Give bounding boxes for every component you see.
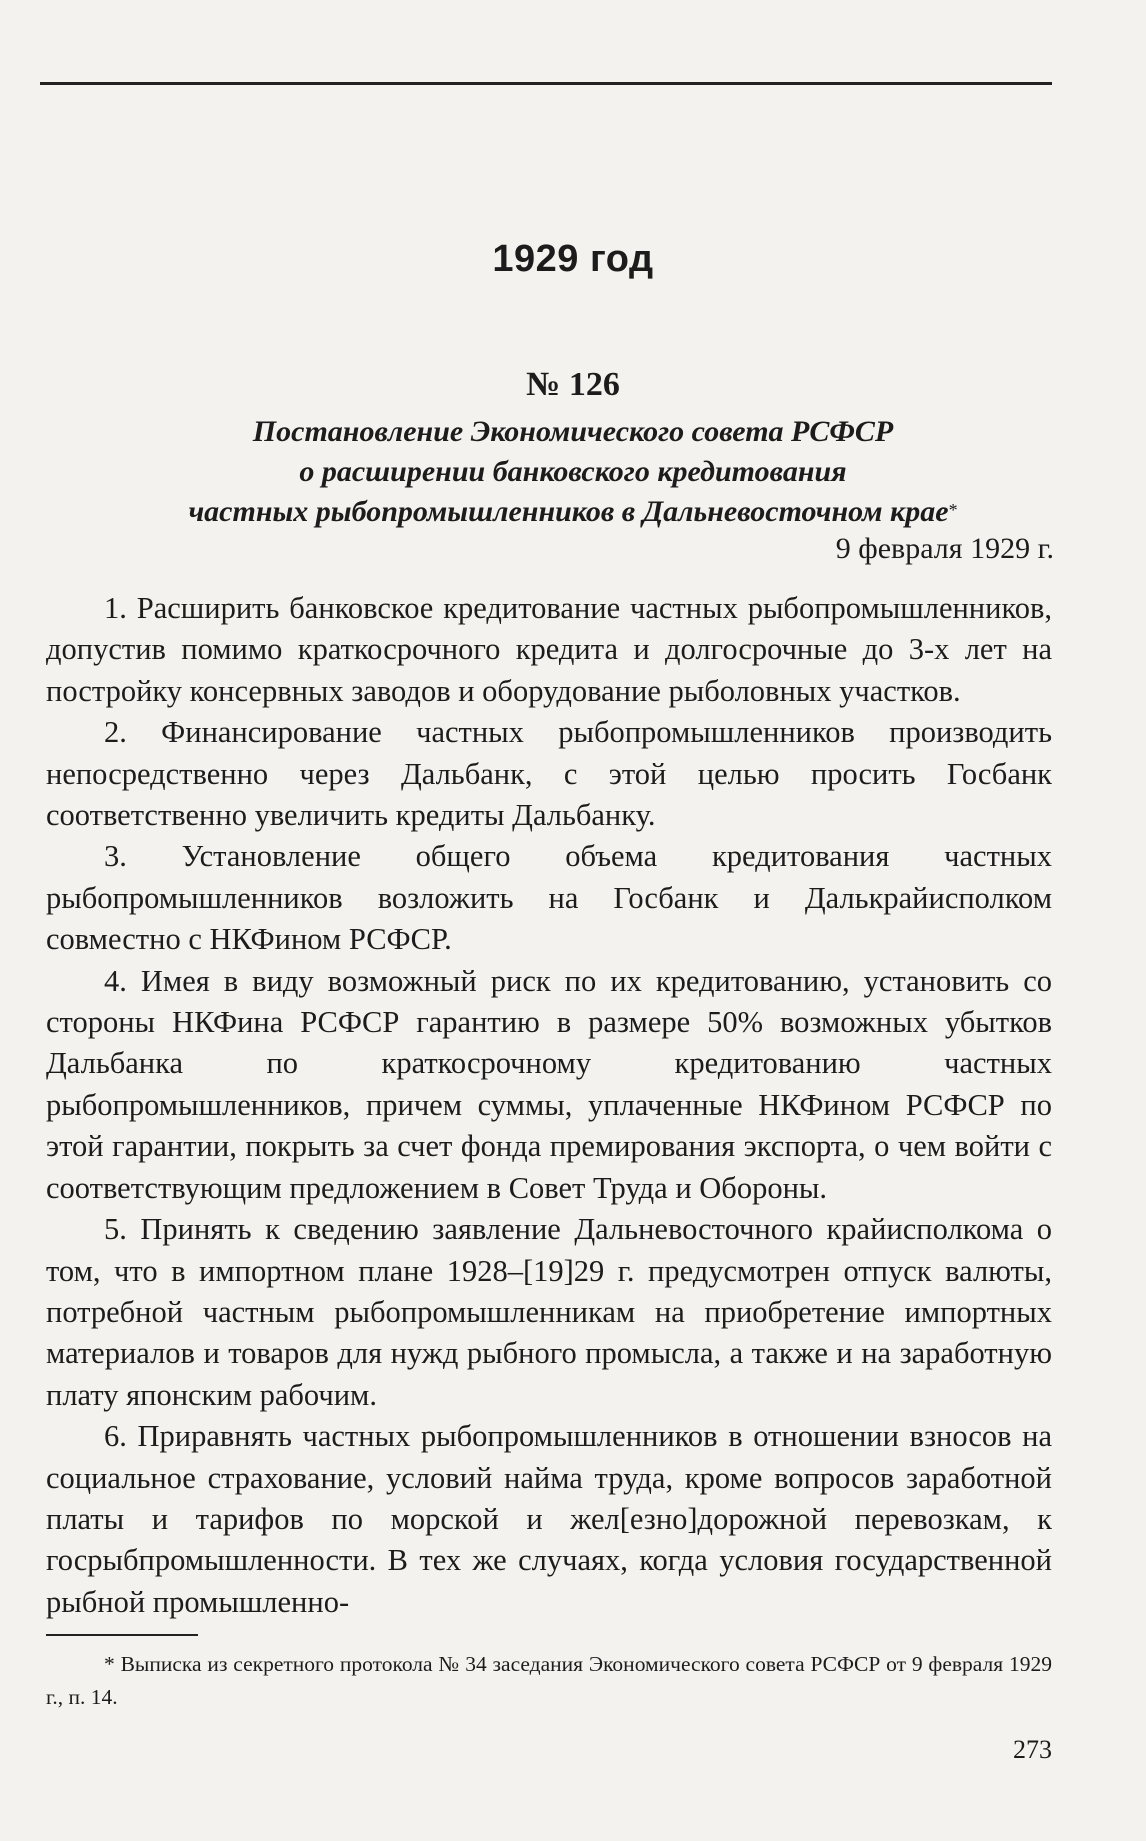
footnote-rule bbox=[46, 1634, 198, 1636]
title-line-3-wrapper bbox=[60, 492, 1086, 532]
document-date: 9 февраля 1929 г. bbox=[835, 532, 1054, 565]
title-line-3: частных рыбопромышленников в Дальневосточном крае bbox=[188, 495, 949, 528]
year-heading: 1929 год bbox=[492, 238, 654, 280]
paragraph-6: 6. Приравнять частных рыбопромышленников в отношении взносов на социальное страхование, условий найма труда, кроме вопросов заработной платы и тарифов по морской и жел[езно]дорожной перевозкам, к госрыбпромышленности. В тех же случаях, когда условия государственной рыбной промышленно- bbox=[46, 1419, 1052, 1619]
page-number: 273 bbox=[1013, 1735, 1052, 1764]
paragraph-1: 1. Расширить банковское кредитование частных рыбопромышленников, допустив помимо краткосрочного кредита и долгосрочные до 3-х лет на постройку консервных заводов и оборудование рыболовных участков. bbox=[46, 591, 1052, 708]
document-number: № 126 bbox=[526, 366, 620, 403]
paragraph-2: 2. Финансирование частных рыбопромышленников производить непосредственно через Дальбанк, с этой целью просить Госбанк соответственно увеличить кредиты Дальбанку. bbox=[46, 715, 1052, 833]
footnote-marker: * bbox=[948, 500, 958, 520]
paragraph-3: 3. Установление общего объема кредитования частных рыбопромышленников возложить на Госбанк и Далькрайисполком совместно с НКФином РСФСР. bbox=[46, 839, 1052, 957]
paragraph-4: 4. Имея в виду возможный риск по их кредитованию, установить со стороны НКФина РСФСР гарантию в размере 50% возможных убытков Дальбанка по краткосрочному кредитованию частных рыбопромышленников, причем суммы, уплаченные НКФином РСФСР по этой гарантии, покрыть за счет фонда премирования экспорта, о чем войти с соответствующим предложением в Совет Труда и Обороны. bbox=[46, 963, 1052, 1205]
footnote bbox=[46, 1648, 1052, 1714]
top-rule bbox=[40, 82, 1052, 85]
title-line-1: Постановление Экономического совета РСФСР bbox=[252, 415, 894, 448]
paragraph-5: 5. Принять к сведению заявление Дальневосточного крайисполкома о том, что в импортном плане 1928–[19]29 г. предусмотрен отпуск валюты, потребной частным рыбопромышленникам на приобретение импортных материалов и товаров для нужд рыбного промысла, а также и на заработную плату японским рабочим. bbox=[46, 1212, 1052, 1412]
footnote-text: * Выписка из секретного протокола № 34 заседания Экономического совета РСФСР от 9 февраля 1929 г., п. 14. bbox=[46, 1652, 1052, 1709]
document-title bbox=[60, 412, 1086, 532]
document-body bbox=[46, 588, 1052, 1623]
title-line-2: о расширении банковского кредитования bbox=[299, 455, 847, 488]
